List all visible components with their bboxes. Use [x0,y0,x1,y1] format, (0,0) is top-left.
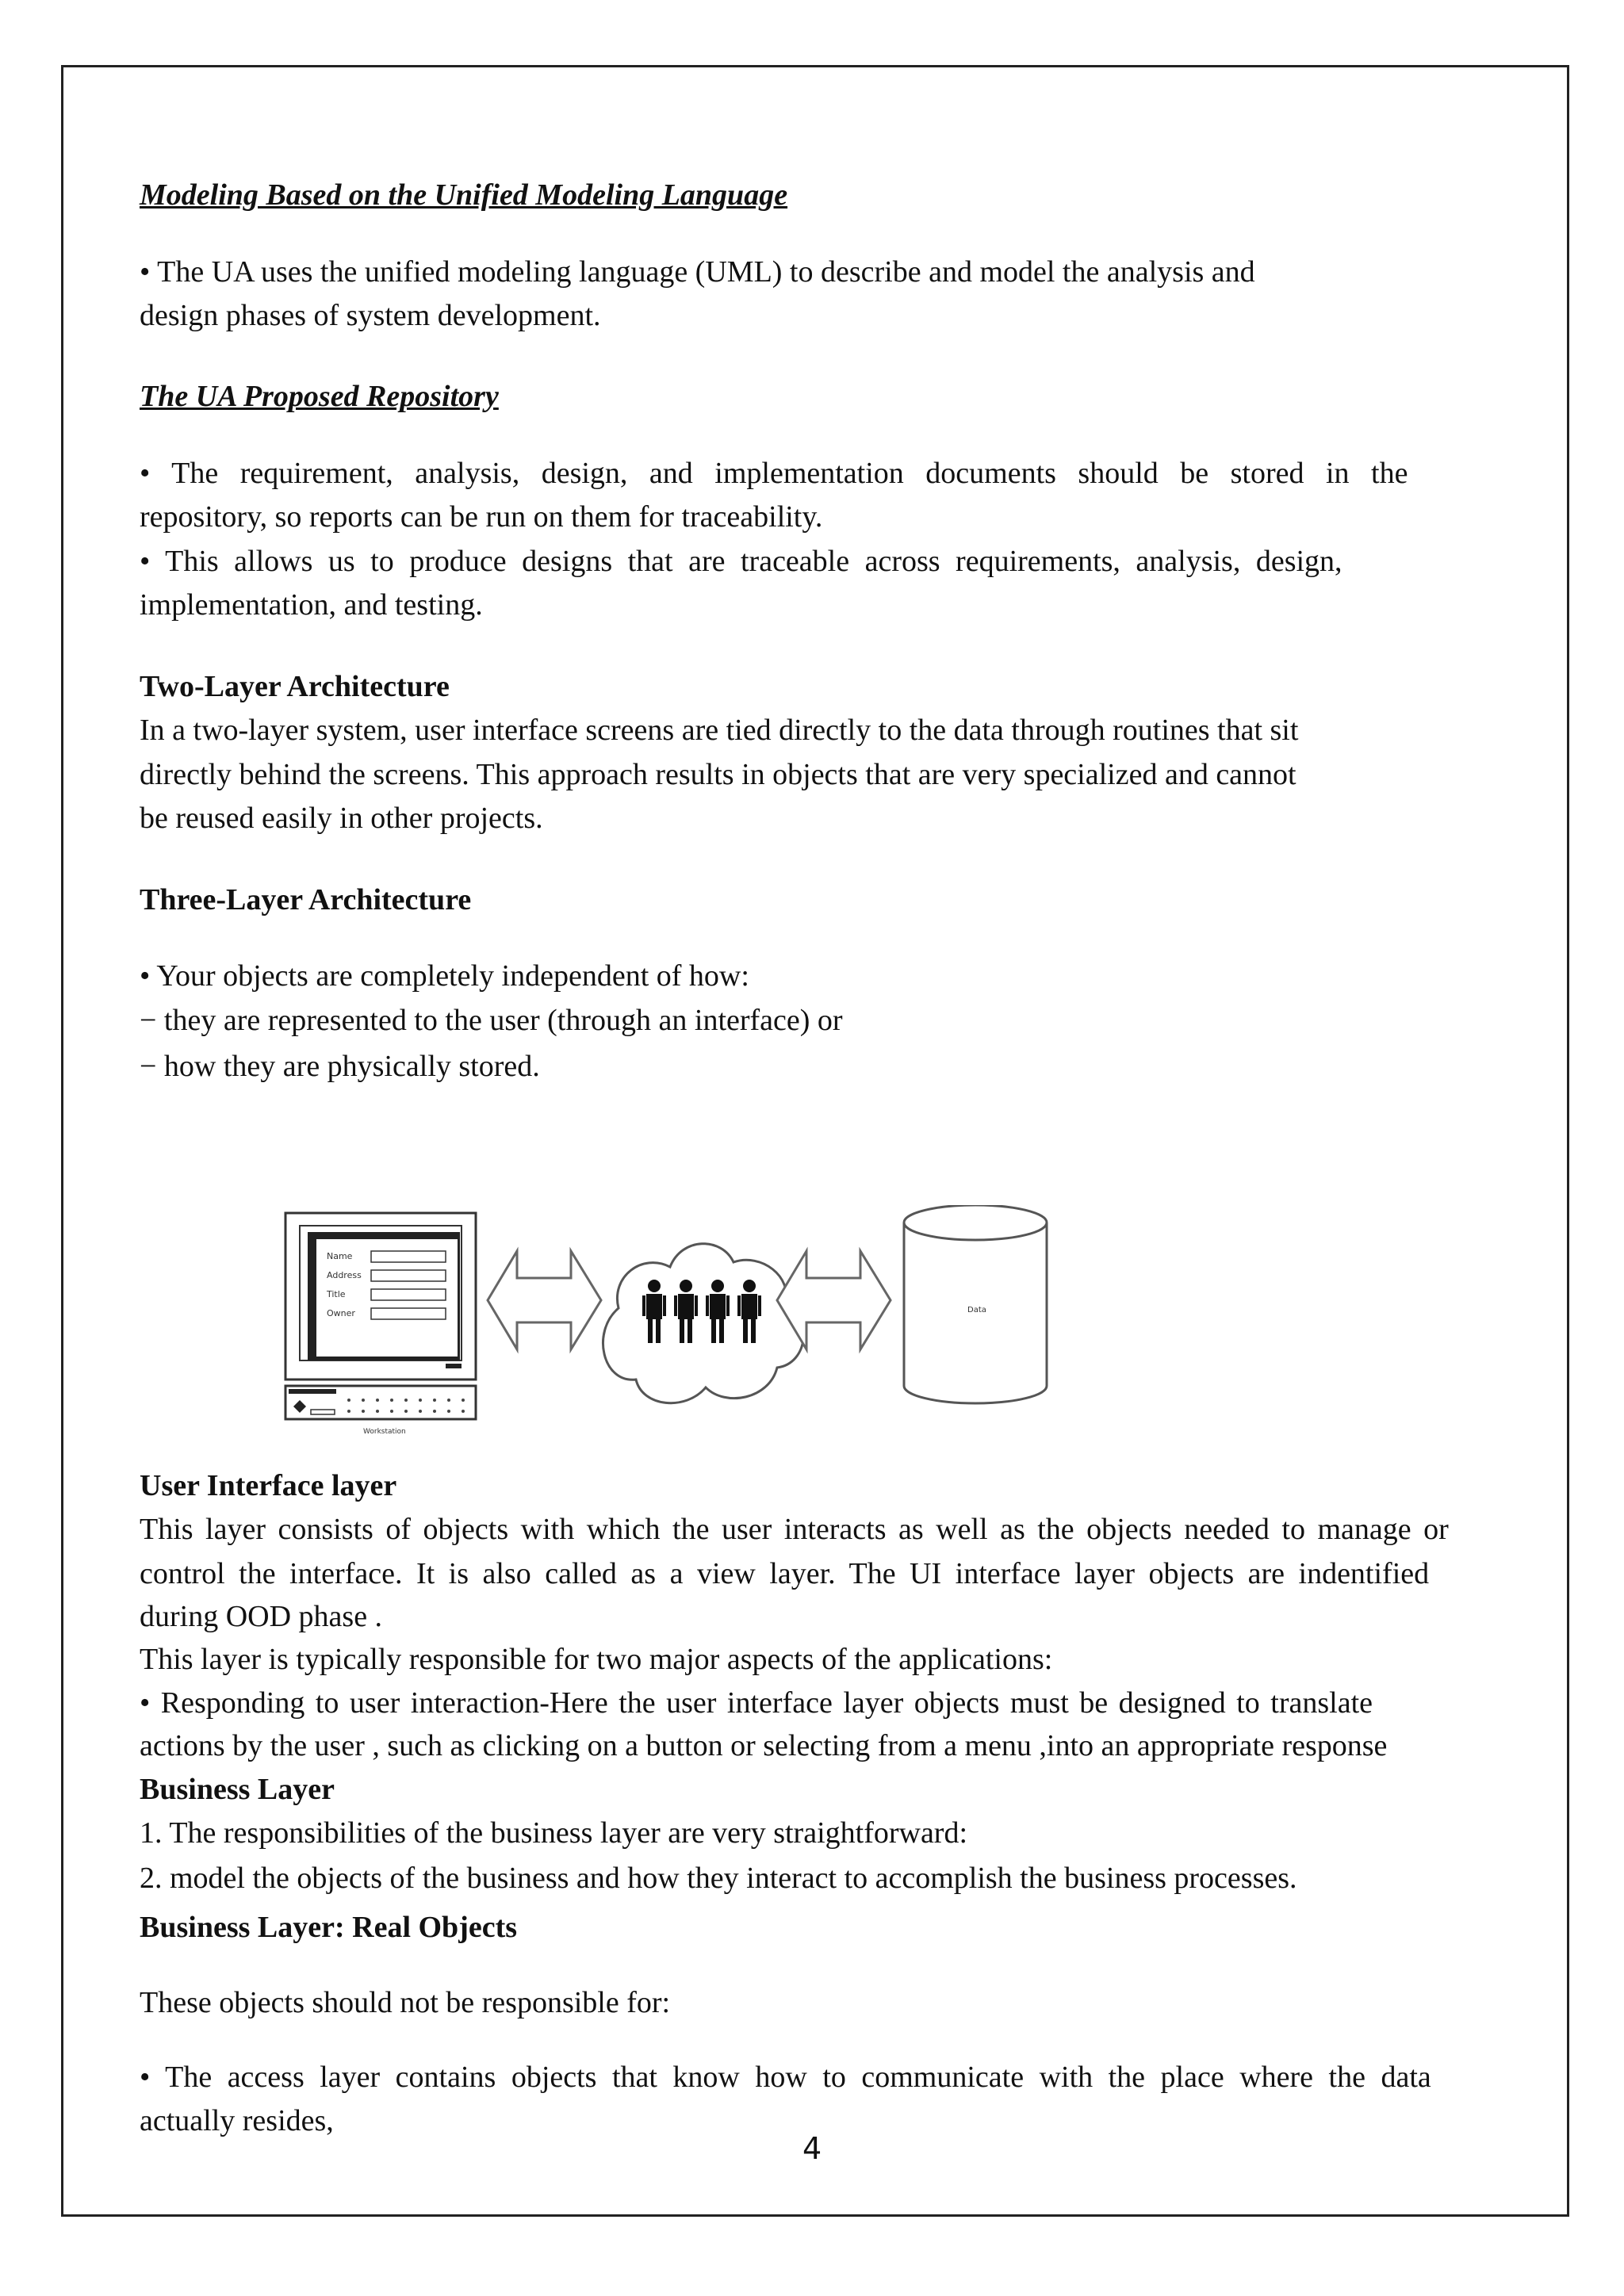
left-double-arrow [488,1251,601,1349]
ui-layer-line-3: during OOD phase . [140,1600,383,1633]
form-label-owner: Owner [327,1308,355,1318]
real-objects-line-1: These objects should not be responsible for: [140,1986,671,2019]
three-layer-line-1: • Your objects are completely independent of how: [140,959,749,993]
three-layer-line-2: − they are represented to the user (through an interface) or [140,1004,843,1037]
ui-layer-line-4: This layer is typically responsible for two major aspects of the applications: [140,1643,1053,1676]
form-label-title: Title [327,1289,346,1299]
ui-layer-line-5: • Responding to user interaction-Here the user interface layer objects must be designed to translate [140,1686,1373,1720]
data-label: Data [967,1306,986,1314]
workstation-label: Workstation [363,1428,406,1436]
repository-line-4: implementation, and testing. [140,588,483,622]
ui-layer-line-1: This layer consists of objects with which the user interacts as well as the objects needed to manage or [140,1513,1449,1546]
three-layer-diagram [270,1205,1063,1443]
two-layer-line-1: In a two-layer system, user interface screens are tied directly to the data through routines that sit [140,714,1299,747]
business-layer-item-1: 1. The responsibilities of the business layer are very straightforward: [140,1816,968,1850]
heading-two-layer: Two-Layer Architecture [140,670,450,703]
real-objects-line-2: • The access layer contains objects that know how to communicate with the place where the data [140,2061,1431,2094]
form-label-name: Name [327,1251,353,1261]
two-layer-line-3: be reused easily in other projects. [140,802,543,835]
repository-line-2: repository, so reports can be run on them for traceability. [140,500,823,534]
heading-three-layer: Three-Layer Architecture [140,883,472,916]
three-layer-line-3: − how they are physically stored. [140,1050,540,1083]
heading-business-real-objects: Business Layer: Real Objects [140,1911,518,1944]
heading-business-layer: Business Layer [140,1773,335,1806]
workstation-icon [285,1213,476,1436]
real-objects-line-3: actually resides, [140,2104,334,2137]
heading-uml-modeling: Modeling Based on the Unified Modeling Language [140,178,788,212]
two-layer-line-2: directly behind the screens. This approach results in objects that are very specialized and cannot [140,758,1297,791]
database-cylinder-icon [904,1205,1047,1403]
heading-user-interface-layer: User Interface layer [140,1469,397,1502]
heading-ua-repository: The UA Proposed Repository [140,380,499,413]
repository-line-1: • The requirement, analysis, design, and implementation documents should be stored in the [140,457,1408,490]
ui-layer-line-6: actions by the user , such as clicking on a button or selecting from a menu ,into an appropriate response [140,1729,1388,1762]
page-number: 4 [802,2131,822,2166]
form-label-address: Address [327,1270,362,1280]
business-objects-cloud-icon [603,1244,803,1403]
uml-paragraph-line-2: design phases of system development. [140,299,601,332]
business-layer-item-2: 2. model the objects of the business and how they interact to accomplish the business processes. [140,1862,1297,1895]
ui-layer-line-2: control the interface. It is also called as a view layer. The UI interface layer objects are indentified [140,1557,1430,1590]
uml-paragraph-line-1: • The UA uses the unified modeling language (UML) to describe and model the analysis and [140,255,1255,289]
repository-line-3: • This allows us to produce designs that are traceable across requirements, analysis, design, [140,545,1342,578]
